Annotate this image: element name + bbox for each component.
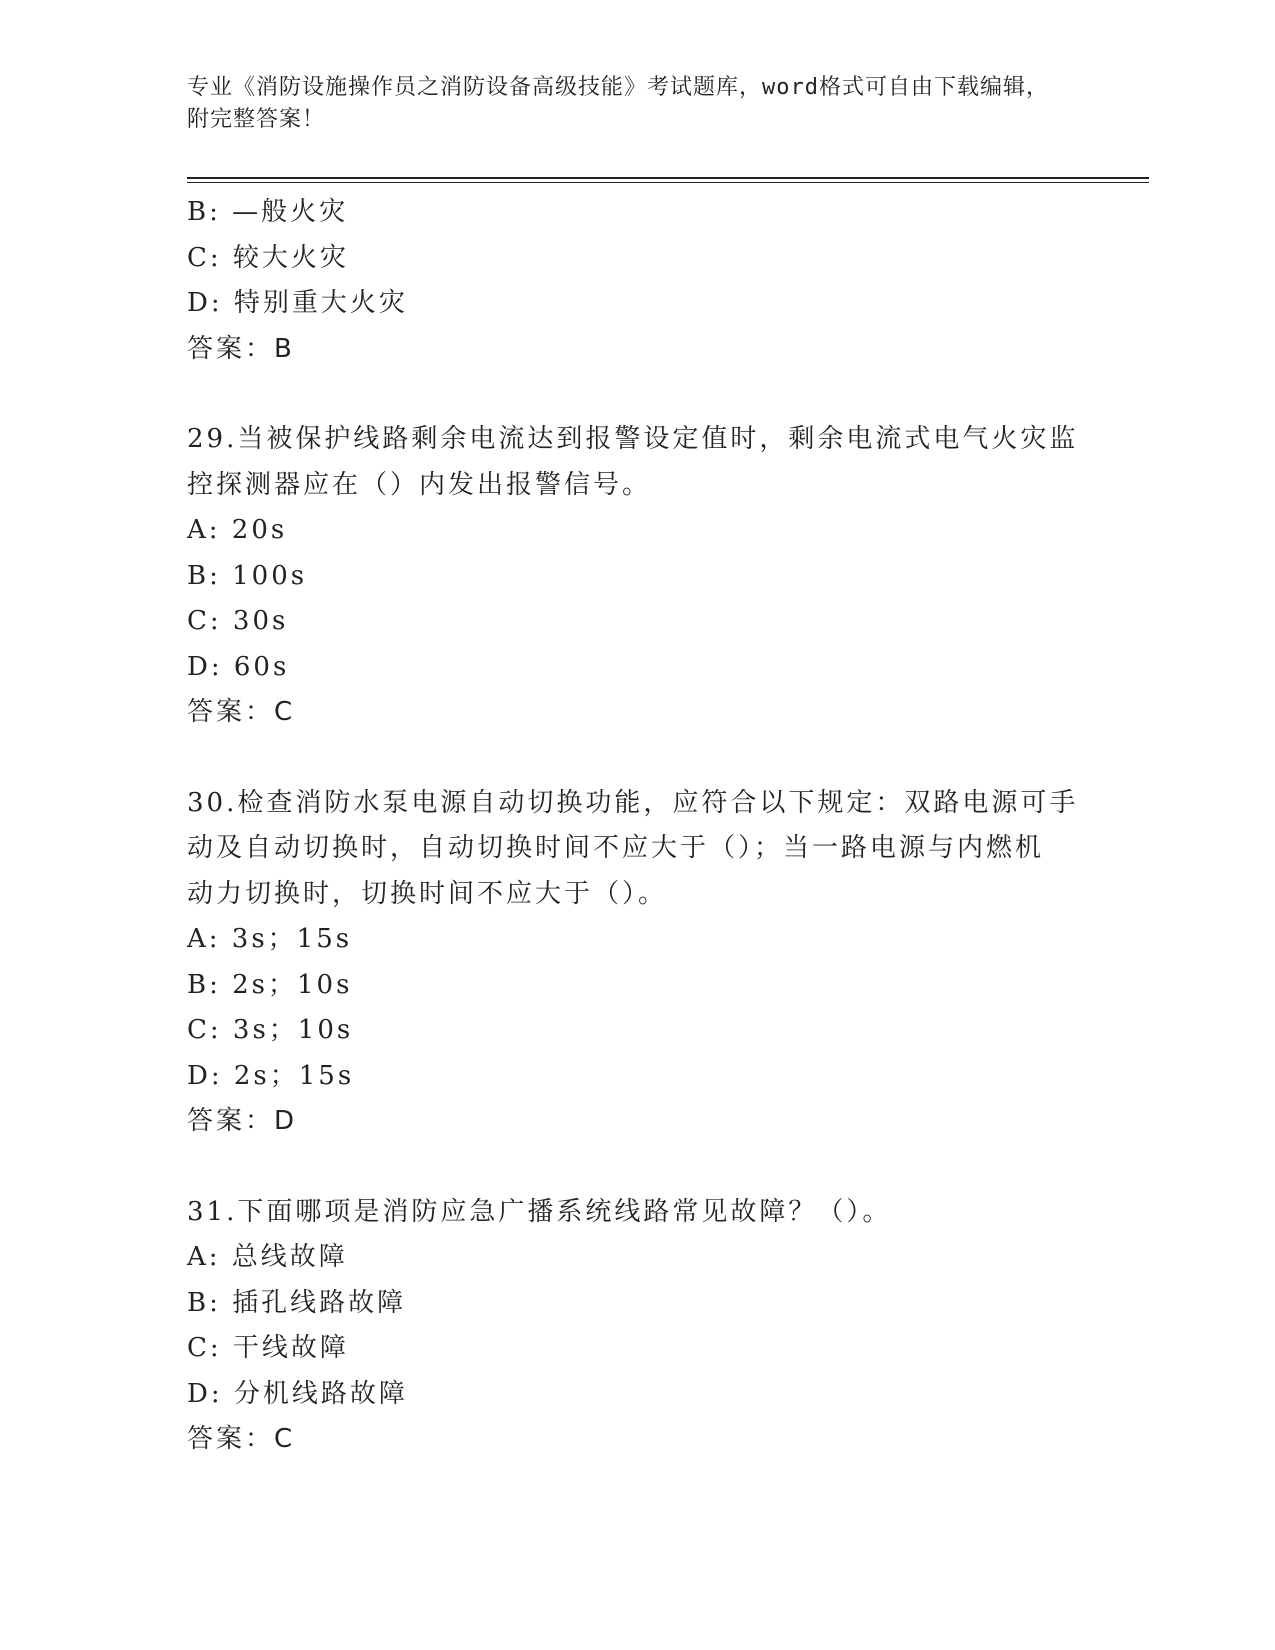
option-c: C: 干线故障 bbox=[187, 1333, 349, 1363]
question-list bbox=[187, 190, 1087, 1463]
answer-line: 答案：C bbox=[187, 1424, 296, 1454]
option-c: C: 30s bbox=[187, 606, 289, 636]
option-a: A: 3s；15s bbox=[187, 924, 353, 954]
option-a: A: 20s bbox=[187, 515, 288, 545]
option-b: B: —般火灾 bbox=[187, 197, 349, 227]
option-a: A: 总线故障 bbox=[187, 1242, 348, 1272]
question-text: 31.下面哪项是消防应急广播系统线路常见故障？（）。 bbox=[187, 1196, 892, 1227]
option-c: C: 3s；10s bbox=[187, 1015, 354, 1045]
option-d: D: 特别重大火灾 bbox=[187, 288, 408, 318]
answer-line: 答案：D bbox=[187, 1106, 298, 1136]
document-header: 专业《消防设施操作员之消防设备高级技能》考试题库，word格式可自由下载编辑，附完整答案！ bbox=[187, 75, 1049, 132]
option-c: C: 较大火灾 bbox=[187, 242, 349, 273]
option-b: B: 插孔线路故障 bbox=[187, 1287, 407, 1318]
option-d: D: 60s bbox=[187, 651, 290, 682]
answer-line: 答案：C bbox=[187, 697, 296, 727]
header-rule-thick bbox=[187, 177, 1149, 179]
option-b: B: 100s bbox=[187, 560, 308, 591]
header-rule-thin bbox=[187, 182, 1149, 183]
question-text: 控探测器应在（）内发出报警信号。 bbox=[187, 469, 652, 500]
question-text: 30.检查消防水泵电源自动切换功能，应符合以下规定：双路电源可手 bbox=[187, 787, 1079, 818]
question-text: 动力切换时，切换时间不应大于（）。 bbox=[187, 878, 668, 909]
option-d: D: 2s；15s bbox=[187, 1060, 355, 1091]
option-d: D: 分机线路故障 bbox=[187, 1378, 408, 1409]
question-text: 动及自动切换时，自动切换时间不应大于（）；当一路电源与内燃机 bbox=[187, 833, 1045, 863]
question-text: 29.当被保护线路剩余电流达到报警设定值时，剩余电流式电气火灾监 bbox=[187, 424, 1079, 454]
option-b: B: 2s；10s bbox=[187, 969, 353, 1000]
answer-line: 答案：B bbox=[187, 333, 295, 364]
